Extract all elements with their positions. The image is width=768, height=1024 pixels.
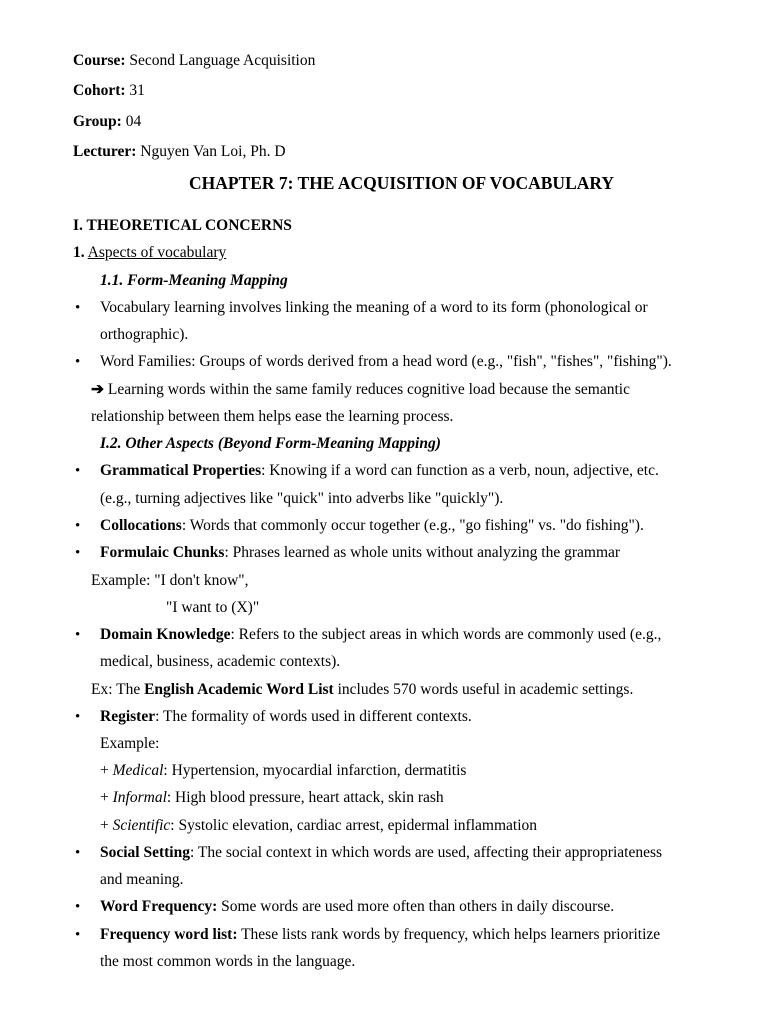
grammatical-properties-line-1 <box>100 462 659 480</box>
form-meaning-bullet-1-line-1: Vocabulary learning involves linking the meaning of a word to its form (phonological or <box>100 299 648 316</box>
group-value: 04 <box>125 113 142 130</box>
formulaic-chunks-line <box>100 544 620 562</box>
social-setting-line-2: and meaning. <box>100 871 184 888</box>
word-frequency-text: Some words are used more often than others in daily discourse. <box>217 898 615 915</box>
bullet-icon: • <box>75 899 81 915</box>
social-setting-text: : The social context in which words are used, affecting their appropriateness <box>190 844 663 861</box>
domain-knowledge-label: Domain Knowledge <box>100 626 231 643</box>
course-value: Second Language Acquisition <box>129 52 316 69</box>
register-text: : The formality of words used in different contexts. <box>155 708 472 725</box>
domain-knowledge-text: : Refers to the subject areas in which words are commonly used (e.g., <box>230 626 662 643</box>
register-informal-line <box>100 789 444 807</box>
domain-example-line <box>91 681 633 699</box>
formulaic-chunks-label: Formulaic Chunks <box>100 544 225 561</box>
group-line <box>73 113 141 131</box>
cohort-label: Cohort: <box>73 82 126 99</box>
frequency-word-list-line-1 <box>100 926 660 944</box>
word-families-line: Word Families: Groups of words derived from a head word (e.g., "fish", "fishes", "fishing"). <box>100 353 672 370</box>
register-medical-label: Medical <box>112 762 164 779</box>
formulaic-example-1: Example: "I don't know", <box>91 572 249 589</box>
bullet-icon: • <box>75 300 81 316</box>
domain-example-prefix: Ex: The <box>91 681 145 698</box>
plus-marker: + <box>100 789 113 806</box>
lecturer-line <box>73 143 286 161</box>
grammatical-properties-label: Grammatical Properties <box>100 462 262 479</box>
frequency-word-list-text: These lists rank words by frequency, which helps learners prioritize <box>237 926 661 943</box>
formulaic-example-2: "I want to (X)" <box>166 599 260 616</box>
bullet-icon: • <box>75 545 81 561</box>
register-line <box>100 708 472 726</box>
subsection-1-2-heading: I.2. Other Aspects (Beyond Form-Meaning Mapping) <box>100 435 441 452</box>
frequency-word-list-label: Frequency word list: <box>100 926 238 943</box>
bullet-icon: • <box>75 627 81 643</box>
group-label: Group: <box>73 113 122 130</box>
domain-knowledge-line-1 <box>100 626 661 644</box>
lecturer-value: Nguyen Van Loi, Ph. D <box>140 143 286 160</box>
domain-example-suffix: includes 570 words useful in academic settings. <box>333 681 634 698</box>
social-setting-label: Social Setting <box>100 844 190 861</box>
bullet-icon: • <box>75 845 81 861</box>
course-line <box>73 52 315 70</box>
grammatical-properties-line-2: (e.g., turning adjectives like "quick" into adverbs like "quickly"). <box>100 490 504 507</box>
register-label: Register <box>100 708 156 725</box>
frequency-word-list-line-2: the most common words in the language. <box>100 953 356 970</box>
bullet-icon: • <box>75 518 81 534</box>
subsection-1-title: Aspects of vocabulary <box>87 244 227 261</box>
register-scientific-line <box>100 817 537 835</box>
domain-knowledge-line-2: medical, business, academic contexts). <box>100 653 341 670</box>
register-medical-line <box>100 762 466 780</box>
bullet-icon: • <box>75 709 81 725</box>
social-setting-line-1 <box>100 844 662 862</box>
right-arrow-icon: ➔ <box>91 381 104 398</box>
subsection-1-heading <box>73 244 226 262</box>
bullet-icon: • <box>75 927 81 943</box>
register-informal-label: Informal <box>112 789 167 806</box>
bullet-icon: • <box>75 463 81 479</box>
cohort-value: 31 <box>129 82 145 99</box>
arrow-note-line-2: relationship between them helps ease the learning process. <box>91 408 454 425</box>
chapter-title: CHAPTER 7: THE ACQUISITION OF VOCABULARY <box>188 173 615 193</box>
word-frequency-label: Word Frequency: <box>100 898 218 915</box>
register-scientific-label: Scientific <box>112 817 171 834</box>
grammatical-properties-text: : Knowing if a word can function as a verb, noun, adjective, etc. <box>261 462 659 479</box>
form-meaning-bullet-1-line-2: orthographic). <box>100 326 189 343</box>
cohort-line <box>73 82 145 100</box>
collocations-line <box>100 517 644 535</box>
academic-word-list-name: English Academic Word List <box>144 681 334 698</box>
section-heading: I. THEORETICAL CONCERNS <box>73 217 292 234</box>
word-frequency-line <box>100 898 614 916</box>
formulaic-chunks-text: : Phrases learned as whole units without analyzing the grammar <box>224 544 621 561</box>
register-example-label: Example: <box>100 735 160 752</box>
register-informal-text: : High blood pressure, heart attack, skin rash <box>166 789 444 806</box>
arrow-note-line-1 <box>91 381 630 399</box>
lecturer-label: Lecturer: <box>73 143 137 160</box>
course-label: Course: <box>73 52 126 69</box>
plus-marker: + <box>100 817 113 834</box>
arrow-note-text: Learning words within the same family reduces cognitive load because the semantic <box>104 381 630 398</box>
bullet-icon: • <box>75 354 81 370</box>
subsection-1-1-heading: 1.1. Form-Meaning Mapping <box>100 272 288 289</box>
subsection-1-number: 1. <box>73 244 85 261</box>
plus-marker: + <box>100 762 113 779</box>
collocations-label: Collocations <box>100 517 182 534</box>
collocations-text: : Words that commonly occur together (e.g., "go fishing" vs. "do fishing"). <box>181 517 644 534</box>
register-medical-text: : Hypertension, myocardial infarction, dermatitis <box>163 762 467 779</box>
register-scientific-text: : Systolic elevation, cardiac arrest, epidermal inflammation <box>170 817 537 834</box>
